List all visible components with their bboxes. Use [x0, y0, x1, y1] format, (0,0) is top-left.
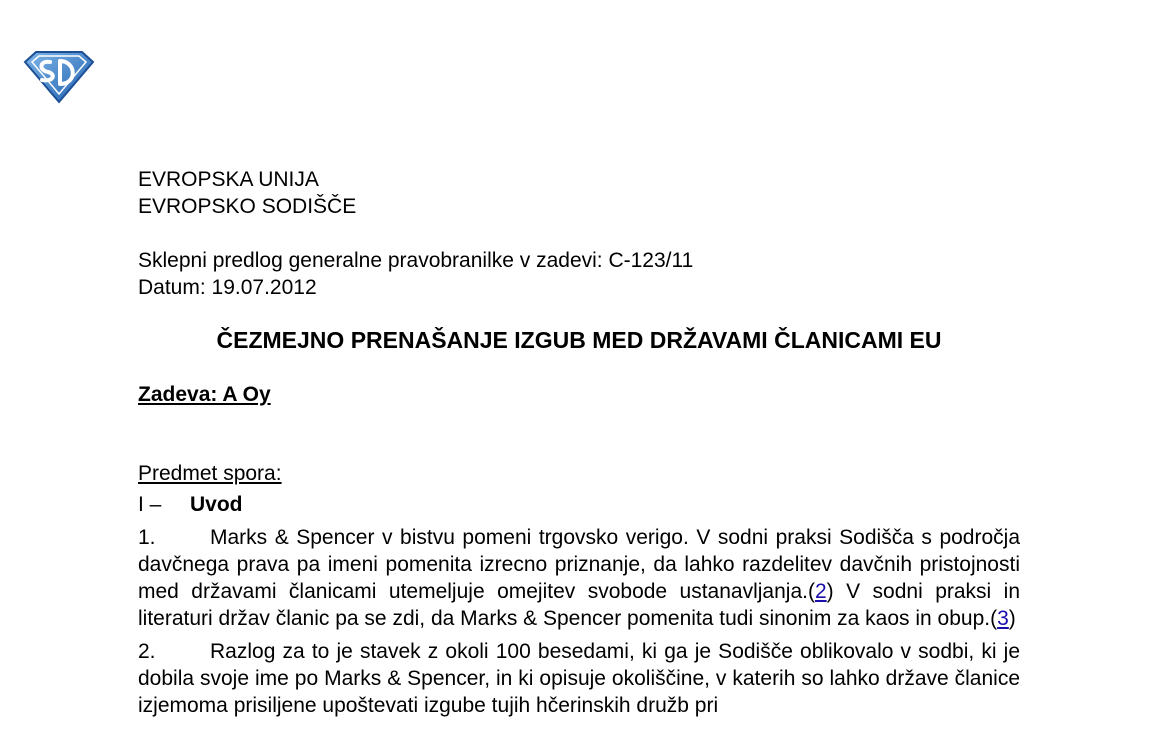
paragraph-text: Marks & Spencer v bistvu pomeni trgovsko verigo. V sodni praksi Sodišča s področja davčnega prava pa imeni pomenita izrecno priznanje, da lahko razdelitev davčnih pristojnosti med državami članicami utemeljuje omejitev svobode ustanavljanja.(	[138, 526, 1020, 603]
paragraph-text: ) V sodni praksi in literaturi držav članic pa se zdi, da Marks & Spencer pomenita tudi sinonim za kaos in obup.(	[138, 580, 1020, 630]
document-title: ČEZMEJNO PRENAŠANJE IZGUB MED DRŽAVAMI ČLANICAMI EU	[216, 327, 942, 353]
court-logo-icon	[22, 48, 96, 104]
paragraph-number: 2.	[138, 640, 156, 663]
paragraph-1	[138, 524, 1020, 632]
header-union: EVROPSKA UNIJA	[138, 168, 319, 191]
section-heading	[138, 491, 1020, 518]
case-reference: Sklepni predlog generalne pravobranilke v zadevi: C-123/11	[138, 249, 694, 272]
document-body	[138, 166, 1020, 719]
section-title: Uvod	[190, 493, 243, 516]
document-date: Datum: 19.07.2012	[138, 276, 317, 299]
paragraph-text: )	[1008, 607, 1016, 630]
paragraph-number: 1.	[138, 526, 156, 549]
header-court: EVROPSKO SODIŠČE	[138, 195, 357, 218]
footnote-link-3[interactable]: 3	[997, 607, 1009, 630]
paragraph-2	[138, 638, 1020, 719]
footnote-link-2[interactable]: 2	[814, 580, 827, 603]
case-subject: Zadeva: A Oy	[138, 383, 271, 406]
paragraph-text: Razlog za to je stavek z okoli 100 besedami, ki ga je Sodišče oblikovalo v sodbi, ki je dobila svoje ime po Marks & Spencer, in ki opisuje okoliščine, v katerih so lahko države članice izjemoma prisiljene upoštevati izgube tujih hčerinskih družb pri	[138, 640, 1020, 717]
dispute-subject-heading: Predmet spora:	[138, 462, 282, 485]
section-number: I –	[138, 493, 162, 516]
